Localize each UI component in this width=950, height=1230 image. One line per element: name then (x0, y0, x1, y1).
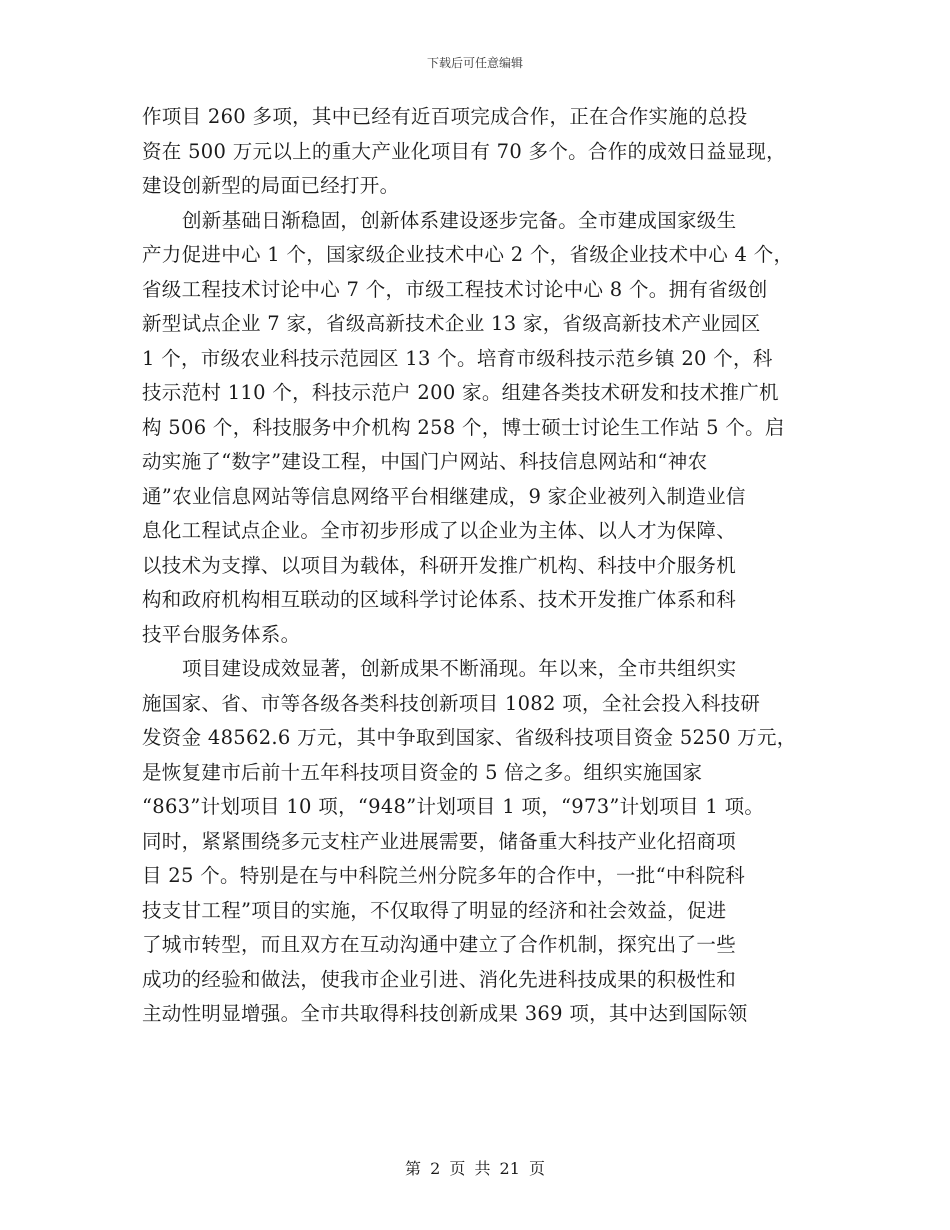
page-header: 下载后可任意编辑 (426, 56, 523, 70)
text-line: 同时，紧紧围绕多元支柱产业进展需要，储备重大科技产业化招商项 (142, 829, 737, 853)
text-line: 了城市转型，而且双方在互动沟通中建立了合作机制，探究出了一些 (142, 933, 737, 956)
text-line: 技平台服务体系。 (142, 622, 301, 646)
text-line: 息化工程试点企业。全市初步形成了以企业为主体、以人才为保障、 (142, 519, 737, 542)
text-line: 构 506 个，科技服务中介机构 258 个，博士硕士讨论生工作站 5 个。启 (142, 415, 785, 439)
paragraph-start-line: 创新基础日渐稳固，创新体系建设逐步完备。全市建成国家级生 (182, 208, 737, 232)
text-line: 技支甘工程”项目的实施，不仅取得了明显的经济和社会效益，促进 (142, 898, 727, 922)
text-line: 主动性明显增强。全市共取得科技创新成果 369 项，其中达到国际领 (142, 1002, 748, 1025)
text-line: 是恢复建市后前十五年科技项目资金的 5 倍之多。组织实施国家 (142, 760, 703, 784)
text-line: 发资金 48562.6 万元，其中争取到国家、省级科技项目资金 5250 万元， (142, 726, 797, 749)
text-line: 以技术为支撑、以项目为载体，科研开发推广机构、科技中介服务机 (142, 553, 737, 577)
text-line: 产力促进中心 1 个，国家级企业技术中心 2 个，省级企业技术中心 4 个， (142, 243, 794, 266)
text-line: 资在 500 万元以上的重大产业化项目有 70 多个。合作的成效日益显现， (142, 139, 786, 163)
paragraph-start-line: 项目建设成效显著，创新成果不断涌现。年以来，全市共组织实 (182, 657, 737, 680)
text-line: 作项目 260 多项，其中已经有近百项完成合作，正在合作实施的总投 (142, 105, 748, 128)
text-line: 动实施了“数字”建设工程，中国门户网站、科技信息网站和“神农 (142, 450, 708, 473)
text-line: 施国家、省、市等各级各类科技创新项目 1082 项，全社会投入科技研 (142, 691, 761, 715)
text-line: 省级工程技术讨论中心 7 个，市级工程技术讨论中心 8 个。拥有省级创 (142, 277, 768, 301)
text-line: “863”计划项目 10 项，“948”计划项目 1 项，“973”计划项目 1 项。 (142, 795, 765, 818)
text-line: 建设创新型的局面已经打开。 (142, 174, 400, 197)
text-line: 技示范村 110 个，科技示范户 200 家。组建各类技术研发和技术推广机 (142, 381, 779, 404)
text-line: 1 个，市级农业科技示范园区 13 个。培育市级科技示范乡镇 20 个，科 (142, 346, 773, 370)
document-body (142, 100, 822, 1032)
text-line: 成功的经验和做法，使我市企业引进、消化先进科技成果的积极性和 (142, 967, 737, 991)
page-number-footer: 第 2 页 共 21 页 (405, 1159, 545, 1178)
text-line: 新型试点企业 7 家，省级高新技术企业 13 家，省级高新技术产业园区 (142, 312, 761, 335)
text-line: 目 25 个。特别是在与中科院兰州分院多年的合作中，一批“中科院科 (142, 864, 746, 887)
text-line: 通”农业信息网站等信息网络平台相继建成，9 家企业被列入制造业信 (142, 484, 746, 508)
text-line: 构和政府机构相互联动的区域科学讨论体系、技术开发推广体系和科 (142, 588, 737, 611)
